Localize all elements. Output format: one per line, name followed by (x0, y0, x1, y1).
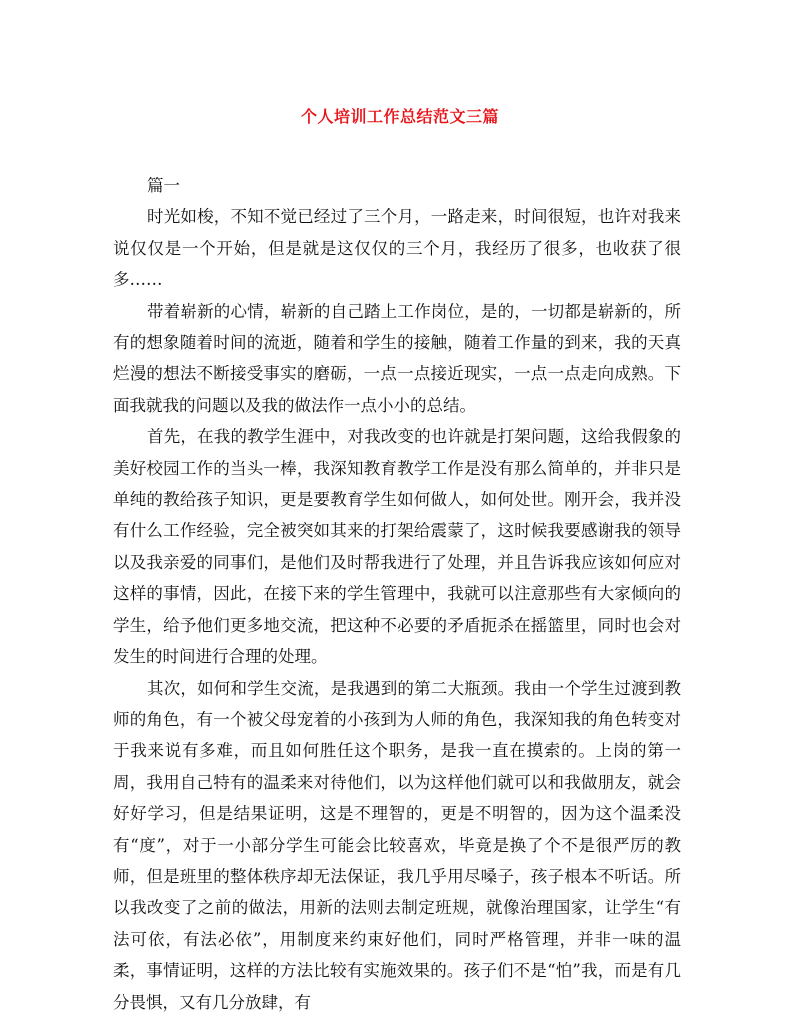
paragraph-2: 带着崭新的心情，崭新的自己踏上工作岗位，是的，一切都是崭新的，所有的想象随着时间的流逝，随着和学生的接触，随着工作量的到来，我的天真烂漫的想法不断接受事实的磨砺，一点一点接近现实，一点一点走向成熟。下面我就我的问题以及我的做法作一点小小的总结。 (113, 301, 681, 415)
document-body (113, 170, 681, 1018)
section-label: 篇一 (147, 176, 180, 195)
document-title: 个人培训工作总结范文三篇 (300, 107, 499, 126)
paragraph-4: 其次，如何和学生交流，是我遇到的第二大瓶颈。我由一个学生过渡到教师的角色，有一个被父母宠着的小孩到为人师的角色，我深知我的角色转变对于我来说有多难，而且如何胜任这个职务，是我一直在摸索的。上岗的第一周，我用自己特有的温柔来对待他们，以为这样他们就可以和我做朋友，就会好好学习，但是结果证明，这是不理智的，更是不明智的，因为这个温柔没有“度”，对于一小部分学生可能会比较喜欢，毕竟是换了个不是很严厉的教师，但是班里的整体秩序却无法保证，我几乎用尽嗓子，孩子根本不听话。所以我改变了之前的做法，用新的法则去制定班规，就像治理国家，让学生“有法可依，有法必依”，用制度来约束好他们，同时严格管理，并非一味的温柔，事情证明，这样的方法比较有实施效果的。孩子们不是“怕”我，而是有几分畏惧，又有几分放肆，有 (113, 678, 681, 1012)
paragraph-1: 时光如梭，不知不觉已经过了三个月，一路走来，时间很短，也许对我来说仅仅是一个开始，但是就是这仅仅的三个月，我经历了很多，也收获了很多…… (113, 207, 681, 290)
paragraph-3: 首先，在我的教学生涯中，对我改变的也许就是打架问题，这给我假象的美好校园工作的当头一棒，我深知教育教学工作是没有那么简单的，并非只是单纯的教给孩子知识，更是要教育学生如何做人，如何处世。刚开会，我并没有什么工作经验，完全被突如其来的打架给震蒙了，这时候我要感谢我的领导以及我亲爱的同事们，是他们及时帮我进行了处理，并且告诉我应该如何应对这样的事情，因此，在接下来的学生管理中，我就可以注意那些有大家倾向的学生，给予他们更多地交流，把这种不必要的矛盾扼杀在摇篮里，同时也会对发生的时间进行合理的处理。 (113, 427, 681, 667)
